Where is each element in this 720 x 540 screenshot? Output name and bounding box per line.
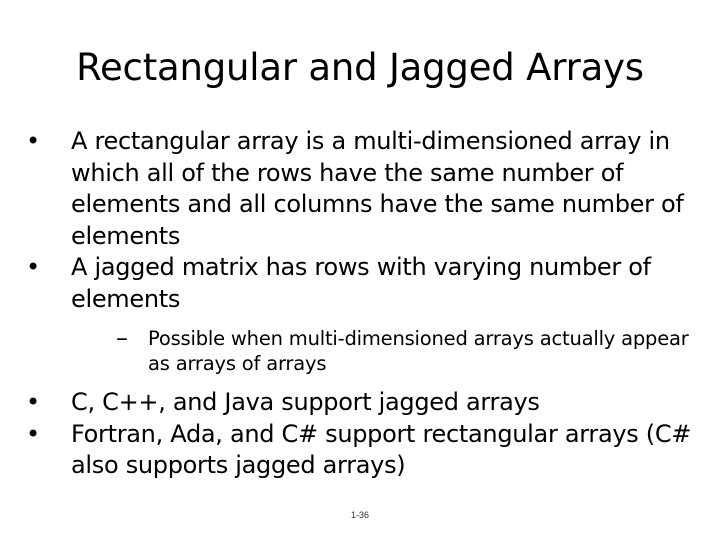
bullet-jagged-definition bbox=[26, 252, 706, 376]
bullet-marker: • bbox=[26, 253, 40, 281]
bullet-text: C, C++, and Java support jagged arrays bbox=[71, 388, 540, 416]
bullet-marker: • bbox=[26, 127, 40, 155]
bullet-text: A rectangular array is a multi-dimensioned array in which all of the rows have the same number of elements and all columns have the same number of elements bbox=[71, 127, 684, 250]
bullet-list bbox=[26, 126, 706, 482]
bullet-text: A jagged matrix has rows with varying number of elements bbox=[71, 253, 651, 313]
bullet-text: Fortran, Ada, and C# support rectangular arrays (C# also supports jagged arrays) bbox=[71, 419, 692, 479]
sub-bullet-list bbox=[71, 326, 706, 376]
bullet-rectangular-support bbox=[26, 419, 706, 482]
bullet-jagged-support bbox=[26, 387, 706, 419]
sub-bullet-text: Possible when multi-dimensioned arrays actually appear as arrays of arrays bbox=[148, 327, 689, 375]
slide-title: Rectangular and Jagged Arrays bbox=[76, 46, 644, 89]
bullet-marker: • bbox=[26, 419, 40, 448]
bullet-rectangular-definition bbox=[26, 126, 706, 252]
bullet-marker: • bbox=[26, 388, 40, 416]
sub-bullet-marker: – bbox=[116, 324, 128, 352]
sub-bullet-arrays-of-arrays bbox=[71, 326, 706, 376]
page-number: 1-36 bbox=[350, 510, 369, 520]
